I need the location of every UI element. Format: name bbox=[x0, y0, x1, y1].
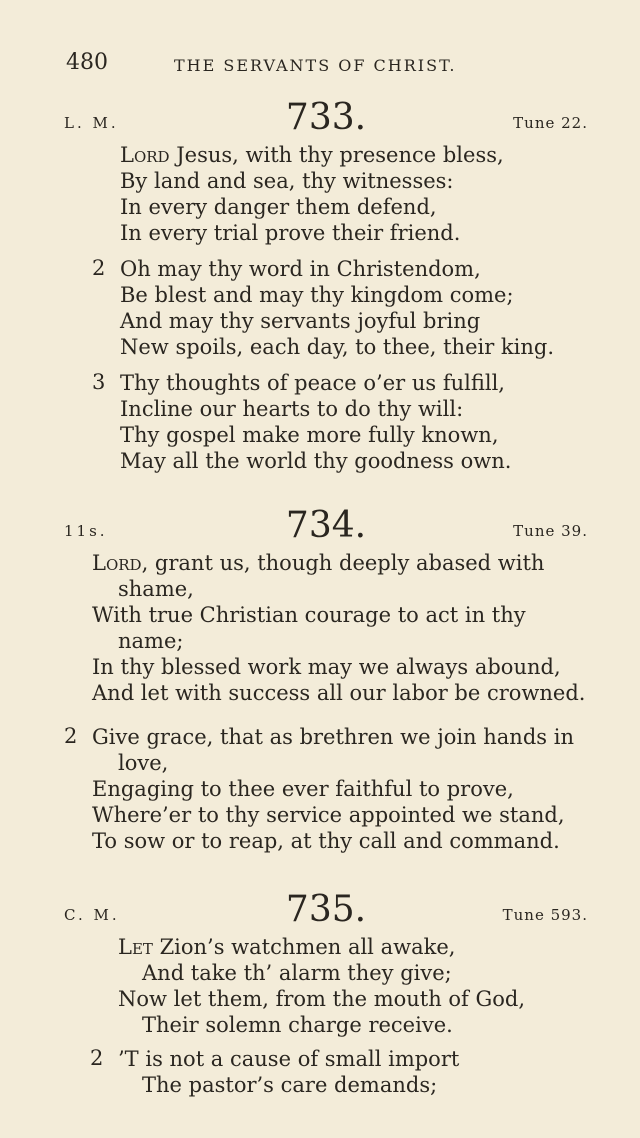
hymn-line: By land and sea, thy witnesses: bbox=[120, 169, 454, 193]
first-word: Lord bbox=[92, 551, 142, 575]
hymn-line: And take th’ alarm they give; bbox=[142, 961, 452, 985]
hymn-line: May all the world thy goodness own. bbox=[120, 449, 512, 473]
hymn-line: The pastor’s care demands; bbox=[142, 1073, 438, 1097]
hymn-line: Lord Jesus, with thy presence bless, bbox=[120, 143, 504, 167]
hymn-line: Incline our hearts to do thy will: bbox=[120, 397, 464, 421]
page-header bbox=[66, 50, 584, 80]
hymn-line: New spoils, each day, to thee, their king. bbox=[120, 335, 555, 359]
hymn-line: And let with success all our labor be crowned. bbox=[92, 681, 586, 705]
hymn-line: Lord, grant us, though deeply abased with bbox=[92, 551, 545, 575]
first-word: Lord bbox=[120, 143, 170, 167]
hymn-733-heading bbox=[64, 98, 588, 138]
hymn-meter: C. M. bbox=[64, 906, 120, 924]
hymn-line: Thy thoughts of peace o’er us fulfill, bbox=[120, 371, 505, 395]
verse-number: 2 bbox=[92, 256, 106, 280]
hymn-line: In every trial prove their friend. bbox=[120, 221, 461, 245]
hymn-line: And may thy servants joyful bring bbox=[120, 309, 481, 333]
hymn-line: Let Zion’s watchmen all awake, bbox=[118, 935, 456, 959]
hymn-734-heading bbox=[64, 506, 588, 546]
hymn-number: 733. bbox=[285, 97, 367, 138]
hymn-number: 734. bbox=[285, 505, 367, 546]
hymn-line: Oh may thy word in Christendom, bbox=[120, 257, 481, 281]
first-word: Let bbox=[118, 935, 153, 959]
hymn-meter: L. M. bbox=[64, 114, 119, 132]
hymn-line: Engaging to thee ever faithful to prove, bbox=[92, 777, 514, 801]
hymn-line: Their solemn charge receive. bbox=[142, 1013, 453, 1037]
hymn-line: love, bbox=[118, 751, 169, 775]
hymn-line: ’T is not a cause of small import bbox=[118, 1047, 460, 1071]
hymn-line: To sow or to reap, at thy call and command. bbox=[92, 829, 560, 853]
hymn-tune: Tune 22. bbox=[513, 114, 588, 132]
hymn-line: With true Christian courage to act in thy bbox=[92, 603, 526, 627]
hymn-line: Give grace, that as brethren we join hands in bbox=[92, 725, 574, 749]
hymn-number: 735. bbox=[285, 889, 367, 930]
hymn-line: Where’er to thy service appointed we stand, bbox=[92, 803, 565, 827]
verse-number: 3 bbox=[92, 370, 106, 394]
hymn-line: Be blest and may thy kingdom come; bbox=[120, 283, 514, 307]
hymn-line: shame, bbox=[118, 577, 194, 601]
hymn-meter: 11s. bbox=[64, 522, 108, 540]
page-number: 480 bbox=[66, 50, 108, 75]
hymn-tune: Tune 39. bbox=[513, 522, 588, 540]
hymn-line: In thy blessed work may we always abound, bbox=[92, 655, 561, 679]
hymn-line: In every danger them defend, bbox=[120, 195, 437, 219]
hymn-tune: Tune 593. bbox=[502, 906, 588, 924]
hymn-line: Now let them, from the mouth of God, bbox=[118, 987, 526, 1011]
hymn-line: Thy gospel make more fully known, bbox=[120, 423, 499, 447]
running-title: THE SERVANTS OF CHRIST. bbox=[174, 56, 457, 75]
hymn-line: name; bbox=[118, 629, 184, 653]
verse-number: 2 bbox=[90, 1046, 104, 1070]
verse-number: 2 bbox=[64, 724, 78, 748]
hymn-735-heading bbox=[64, 890, 588, 930]
